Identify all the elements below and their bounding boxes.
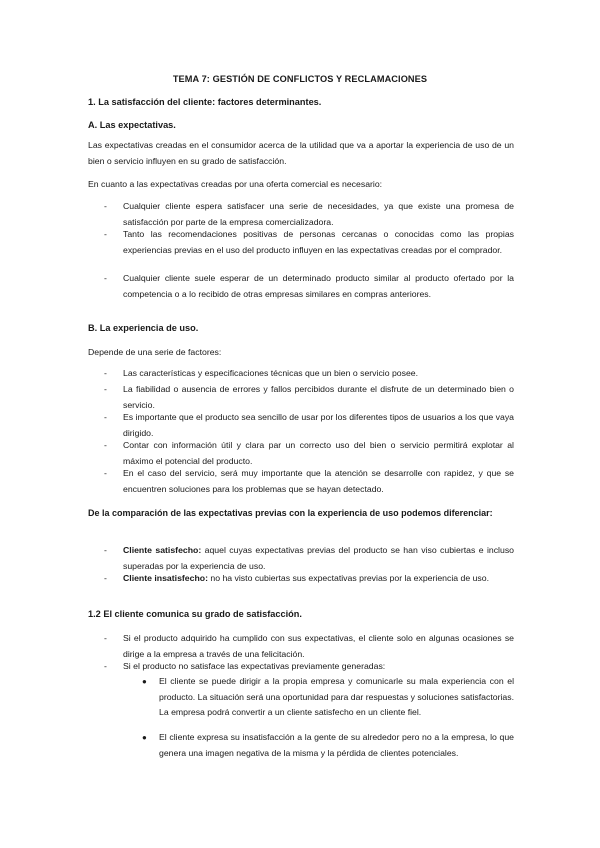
list-item-text: Si el producto no satisface las expectativas previamente generadas:	[123, 661, 386, 671]
paragraph-factors: Depende de una serie de factores:	[88, 347, 222, 357]
list-item-text: Contar con información útil y clara par un correcto uso del bien o servicio permitirá explotar al máximo el potencial del producto.	[123, 440, 514, 466]
dash-marker: -	[104, 440, 107, 450]
definition-satisfied: aquel cuyas expectativas previas del producto se han viso cubiertas e incluso superadas por la experiencia de uso.	[123, 545, 514, 571]
list-item-text: Cualquier cliente espera satisfacer una serie de necesidades, ya que existe una promesa de satisfacción por parte de la empresa comercializadora.	[123, 201, 514, 227]
paragraph-offer: En cuanto a las expectativas creadas por una oferta comercial es necesario:	[88, 179, 383, 189]
term-unsatisfied: Cliente insatisfecho:	[123, 573, 208, 583]
list-item-text: Si el producto adquirido ha cumplido con sus expectativas, el cliente solo en algunas ocasiones se dirige a la empresa a través de una felicitación.	[123, 633, 514, 659]
dash-marker: -	[104, 229, 107, 239]
subsection-b-heading: B. La experiencia de uso.	[88, 323, 199, 333]
list-item-text: Tanto las recomendaciones positivas de personas cercanas o conocidas como las propias experiencias previas en el uso del producto influyen en las expectativas creadas por el comprador.	[123, 229, 514, 255]
dash-marker: -	[104, 545, 107, 555]
list-item-text: En el caso del servicio, será muy importante que la atención se desarrolle con rapidez, y que se encuentren soluciones para los problemas que se hayan detectado.	[123, 468, 514, 494]
sub-list-item-text: El cliente expresa su insatisfacción a la gente de su alrededor pero no a la empresa, lo que genera una imagen negativa de la misma y la pérdida de clientes potenciales.	[159, 732, 514, 758]
list-item-text: Cualquier cliente suele esperar de un determinado producto similar al producto ofertado por la competencia o a lo recibido de otras empresas similares en compras anteriores.	[123, 273, 514, 299]
section-1-2-heading: 1.2 El cliente comunica su grado de satisfacción.	[88, 609, 302, 619]
section-1-heading: 1. La satisfacción del cliente: factores determinantes.	[88, 97, 322, 107]
list-item-text: Es importante que el producto sea sencillo de usar por los diferentes tipos de usuarios a los que vaya dirigido.	[123, 412, 514, 438]
dash-marker: -	[104, 468, 107, 478]
dash-marker: -	[104, 633, 107, 643]
dash-marker: -	[104, 384, 107, 394]
list-item-text: La fiabilidad o ausencia de errores y fallos percibidos durante el disfrute de un determinado bien o servicio.	[123, 384, 514, 410]
paragraph-expectations: Las expectativas creadas en el consumidor acerca de la utilidad que va a aportar la experiencia de uso de un bien o servicio influyen en su grado de satisfacción.	[88, 140, 514, 166]
list-item-text	[123, 543, 514, 574]
dash-marker: -	[104, 573, 107, 583]
comparison-heading: De la comparación de las expectativas previas con la experiencia de uso podemos diferenciar:	[88, 508, 493, 518]
term-satisfied: Cliente satisfecho:	[123, 545, 202, 555]
bullet-marker: ●	[142, 733, 147, 742]
document-title: TEMA 7: GESTIÓN DE CONFLICTOS Y RECLAMACIONES	[172, 74, 428, 84]
sub-list-item-text: El cliente se puede dirigir a la propia empresa y comunicarle su mala experiencia con el producto. La situación será una oportunidad para dar respuestas y soluciones satisfactorias. La empresa podrá convertir a un cliente satisfecho en un cliente fiel.	[159, 676, 514, 718]
dash-marker: -	[104, 368, 107, 378]
dash-marker: -	[104, 412, 107, 422]
dash-marker: -	[104, 201, 107, 211]
dash-marker: -	[104, 661, 107, 671]
subsection-a-heading: A. Las expectativas.	[88, 120, 176, 130]
list-item-text: Las características y especificaciones técnicas que un bien o servicio posee.	[123, 368, 419, 378]
list-item-text	[123, 571, 514, 587]
bullet-marker: ●	[142, 677, 147, 686]
dash-marker: -	[104, 273, 107, 283]
definition-unsatisfied: no ha visto cubiertas sus expectativas previas por la experiencia de uso.	[207, 573, 490, 583]
